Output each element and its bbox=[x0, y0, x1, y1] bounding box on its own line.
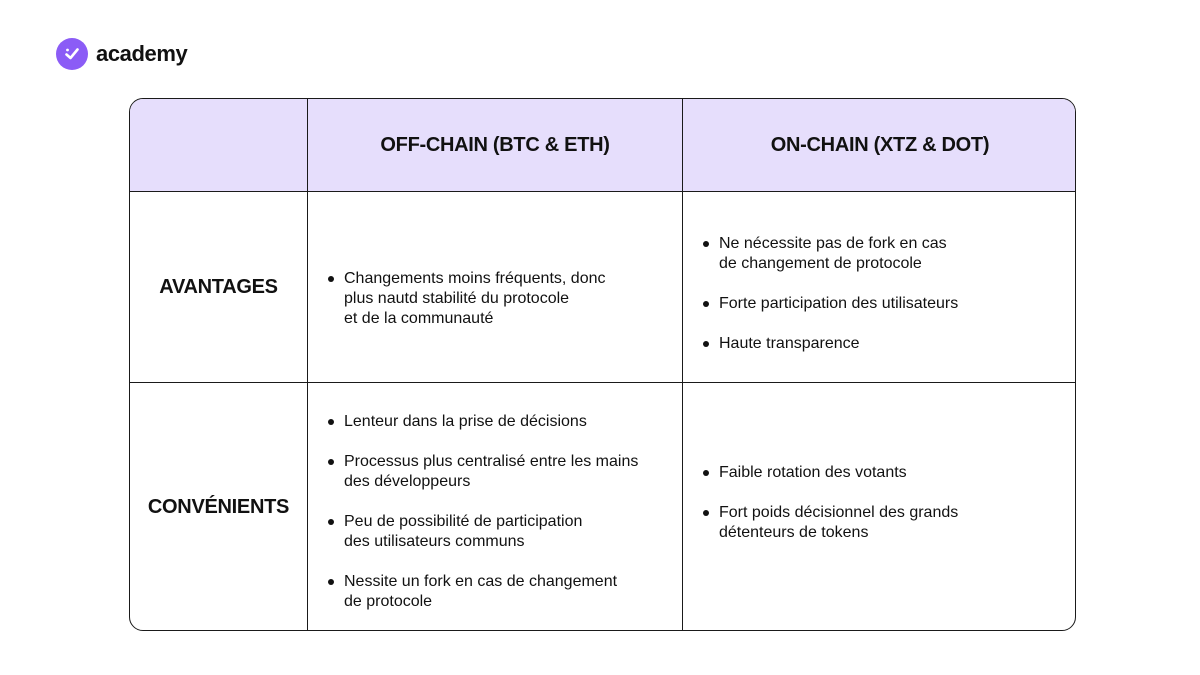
avantages-on-chain-cell bbox=[683, 192, 1076, 383]
avantages-on-chain-list bbox=[701, 234, 1067, 354]
list-item: Forte participation des utilisateurs bbox=[701, 294, 1067, 314]
brand-name: academy bbox=[96, 41, 188, 66]
row-label-convenients bbox=[130, 383, 308, 631]
list-item: Nessite un fork en cas de changement de protocole bbox=[326, 572, 672, 612]
list-item: Changements moins fréquents, donc plus nautd stabilité du protocole et de la communauté bbox=[326, 269, 672, 329]
header-label: ON-CHAIN (XTZ & DOT) bbox=[770, 133, 990, 156]
list-item: Fort poids décisionnel des grands détenteurs de tokens bbox=[701, 503, 1067, 543]
row-label: AVANTAGES bbox=[159, 275, 278, 298]
avantages-off-chain-cell bbox=[308, 192, 683, 383]
row-label: CONVÉNIENTS bbox=[147, 496, 290, 518]
header-label: OFF-CHAIN (BTC & ETH) bbox=[380, 133, 610, 156]
header-off-chain bbox=[308, 99, 683, 192]
list-item: Processus plus centralisé entre les mains des développeurs bbox=[326, 452, 672, 492]
convenients-off-chain-cell bbox=[308, 383, 683, 631]
list-item: Ne nécessite pas de fork en cas de changement de protocole bbox=[701, 234, 1067, 274]
convenients-off-chain-list bbox=[326, 412, 672, 612]
row-label-avantages bbox=[130, 192, 308, 383]
list-item: Haute transparence bbox=[701, 334, 1067, 354]
avantages-off-chain-list bbox=[326, 269, 672, 329]
convenients-on-chain-list bbox=[701, 463, 1067, 543]
comparison-table bbox=[129, 98, 1076, 631]
check-icon bbox=[56, 38, 88, 70]
header-on-chain bbox=[683, 99, 1076, 192]
list-item: Lenteur dans la prise de décisions bbox=[326, 412, 672, 432]
list-item: Faible rotation des votants bbox=[701, 463, 1067, 483]
list-item: Peu de possibilité de participation des utilisateurs communs bbox=[326, 512, 672, 552]
brand-logo bbox=[56, 38, 187, 70]
convenients-on-chain-cell bbox=[683, 383, 1076, 631]
header-empty-cell bbox=[130, 99, 308, 192]
